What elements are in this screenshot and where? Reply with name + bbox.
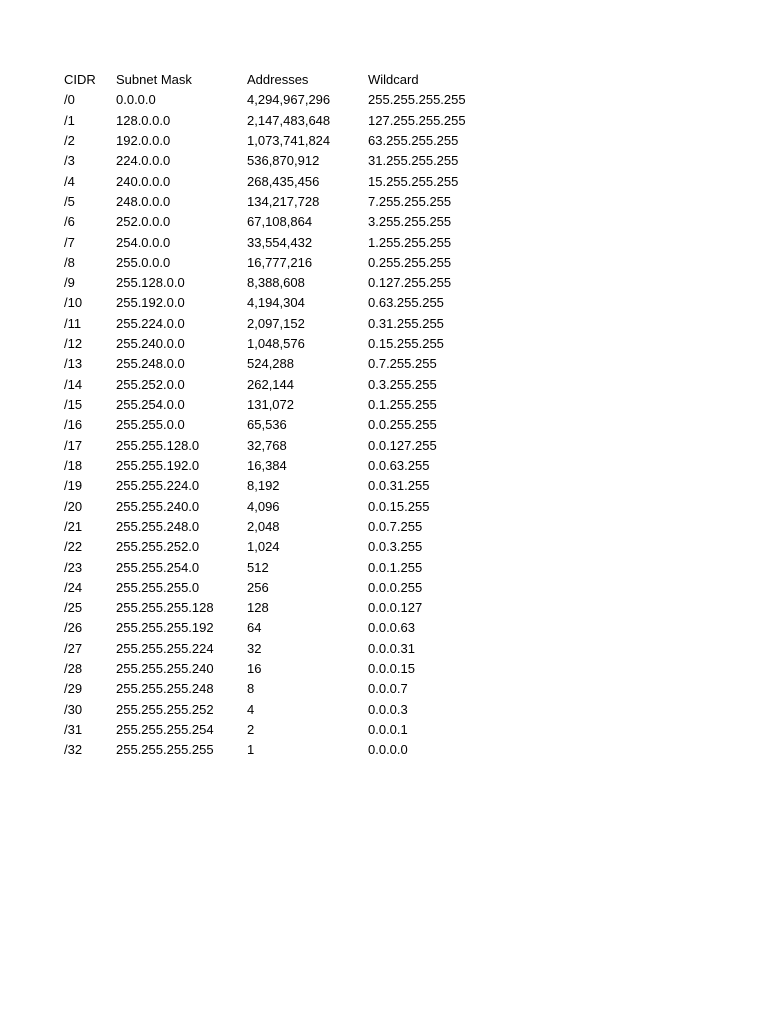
cell-addresses: 1 — [247, 742, 255, 758]
cell-addresses: 4,194,304 — [247, 295, 305, 311]
header-cidr: CIDR — [64, 72, 96, 87]
table-row — [64, 233, 498, 253]
cell-subnet-mask: 255.248.0.0 — [116, 356, 185, 372]
cell-subnet-mask: 255.240.0.0 — [116, 336, 185, 352]
cell-cidr: /10 — [64, 295, 83, 311]
cell-subnet-mask: 255.255.254.0 — [116, 559, 200, 575]
cidr-table — [64, 70, 498, 761]
cell-cidr: /7 — [64, 234, 75, 250]
cell-wildcard: 0.0.0.127 — [368, 600, 423, 616]
table-row — [64, 172, 498, 192]
cell-subnet-mask: 252.0.0.0 — [116, 214, 171, 230]
cell-cidr: /23 — [64, 559, 83, 575]
table-row — [64, 375, 498, 395]
cell-subnet-mask: 255.128.0.0 — [116, 275, 185, 291]
header-row — [64, 70, 498, 90]
cell-cidr: /21 — [64, 518, 83, 534]
cell-wildcard: 0.0.7.255 — [368, 518, 423, 534]
cell-subnet-mask: 248.0.0.0 — [116, 193, 171, 209]
cell-cidr: /9 — [64, 275, 75, 291]
cell-addresses: 16,384 — [247, 457, 287, 473]
cell-addresses: 128 — [247, 600, 269, 616]
cell-subnet-mask: 255.255.224.0 — [116, 478, 200, 494]
cell-cidr: /28 — [64, 661, 83, 677]
cell-subnet-mask: 255.254.0.0 — [116, 397, 185, 412]
cidr-table-sheet — [64, 70, 498, 761]
cell-addresses: 1,073,741,824 — [247, 132, 331, 148]
cell-addresses: 2 — [247, 722, 255, 737]
table-row — [64, 639, 498, 659]
cell-wildcard: 15.255.255.255 — [368, 173, 459, 189]
cell-cidr: /29 — [64, 681, 83, 697]
cell-subnet-mask: 255.224.0.0 — [116, 315, 185, 331]
table-row — [64, 334, 498, 354]
table-row — [64, 354, 498, 374]
cell-addresses: 524,288 — [247, 356, 294, 372]
table-row — [64, 679, 498, 699]
cell-wildcard: 0.0.0.63 — [368, 620, 415, 636]
header-subnet-mask: Subnet Mask — [116, 72, 192, 87]
cell-cidr: /1 — [64, 112, 75, 128]
cell-cidr: /4 — [64, 173, 75, 189]
cell-wildcard: 0.0.0.3 — [368, 701, 408, 717]
cell-addresses: 67,108,864 — [247, 214, 313, 230]
cell-cidr: /20 — [64, 498, 83, 514]
cell-subnet-mask: 255.192.0.0 — [116, 295, 185, 311]
cell-subnet-mask: 224.0.0.0 — [116, 153, 171, 169]
cell-addresses: 65,536 — [247, 417, 287, 433]
cell-cidr: /11 — [64, 315, 82, 331]
table-row — [64, 131, 498, 151]
cell-addresses: 16 — [247, 661, 262, 677]
cell-subnet-mask: 255.255.128.0 — [116, 437, 200, 453]
cell-wildcard: 0.0.0.31 — [368, 640, 415, 656]
cell-cidr: /26 — [64, 620, 83, 636]
table-row — [64, 578, 498, 598]
cell-subnet-mask: 255.255.255.240 — [116, 661, 214, 677]
table-row — [64, 598, 498, 618]
header-addresses: Addresses — [247, 72, 309, 87]
cell-cidr: /5 — [64, 193, 75, 209]
cell-cidr: /3 — [64, 153, 75, 169]
cell-subnet-mask: 128.0.0.0 — [116, 112, 171, 128]
cell-cidr: /32 — [64, 742, 83, 758]
table-row — [64, 111, 498, 131]
table-row — [64, 293, 498, 313]
cell-subnet-mask: 255.255.255.0 — [116, 579, 200, 595]
table-row — [64, 740, 498, 760]
cell-cidr: /15 — [64, 397, 83, 412]
cell-subnet-mask: 192.0.0.0 — [116, 132, 171, 148]
cell-addresses: 4 — [247, 701, 255, 717]
cell-addresses: 1,048,576 — [247, 336, 305, 352]
cell-addresses: 536,870,912 — [247, 153, 320, 169]
cell-wildcard: 0.0.0.255 — [368, 579, 423, 595]
cell-cidr: /24 — [64, 579, 83, 595]
cell-cidr: /16 — [64, 417, 83, 433]
cell-cidr: /30 — [64, 701, 83, 717]
table-row — [64, 497, 498, 517]
table-row — [64, 720, 498, 740]
cell-cidr: /13 — [64, 356, 83, 372]
cell-subnet-mask: 255.255.255.252 — [116, 701, 214, 717]
table-body — [64, 90, 498, 760]
cell-cidr: /25 — [64, 600, 83, 616]
cell-addresses: 262,144 — [247, 376, 294, 392]
cell-wildcard: 255.255.255.255 — [368, 92, 466, 108]
cell-wildcard: 127.255.255.255 — [368, 112, 466, 128]
table-row — [64, 273, 498, 293]
cell-wildcard: 0.0.127.255 — [368, 437, 437, 453]
cell-addresses: 268,435,456 — [247, 173, 320, 189]
cell-wildcard: 0.0.255.255 — [368, 417, 437, 433]
cell-wildcard: 0.15.255.255 — [368, 336, 444, 352]
cell-subnet-mask: 255.255.248.0 — [116, 518, 200, 534]
cell-wildcard: 0.255.255.255 — [368, 254, 452, 270]
cell-subnet-mask: 255.255.255.248 — [116, 681, 214, 697]
table-row — [64, 192, 498, 212]
cell-addresses: 256 — [247, 579, 269, 595]
cell-subnet-mask: 255.255.255.255 — [116, 742, 214, 758]
cell-subnet-mask: 255.255.0.0 — [116, 417, 185, 433]
cell-wildcard: 0.127.255.255 — [368, 275, 452, 291]
cell-addresses: 1,024 — [247, 539, 280, 555]
cell-cidr: /14 — [64, 376, 83, 392]
cell-wildcard: 0.0.3.255 — [368, 539, 423, 555]
cell-subnet-mask: 255.252.0.0 — [116, 376, 185, 392]
cell-subnet-mask: 255.255.255.224 — [116, 640, 214, 656]
cell-addresses: 64 — [247, 620, 262, 636]
cell-addresses: 4,096 — [247, 498, 280, 514]
cell-wildcard: 0.0.0.1 — [368, 722, 408, 737]
cell-addresses: 16,777,216 — [247, 254, 313, 270]
cell-subnet-mask: 255.255.192.0 — [116, 457, 200, 473]
cell-wildcard: 0.0.0.7 — [368, 681, 408, 697]
cell-addresses: 8,388,608 — [247, 275, 305, 291]
table-row — [64, 212, 498, 232]
table-row — [64, 415, 498, 435]
cell-subnet-mask: 254.0.0.0 — [116, 234, 171, 250]
cell-subnet-mask: 255.255.255.254 — [116, 722, 214, 737]
cell-addresses: 33,554,432 — [247, 234, 313, 250]
cell-subnet-mask: 255.255.255.128 — [116, 600, 214, 616]
cell-addresses: 131,072 — [247, 397, 294, 412]
cell-wildcard: 31.255.255.255 — [368, 153, 459, 169]
cell-wildcard: 63.255.255.255 — [368, 132, 459, 148]
cell-wildcard: 0.0.31.255 — [368, 478, 430, 494]
cell-cidr: /19 — [64, 478, 83, 494]
cell-subnet-mask: 255.255.252.0 — [116, 539, 200, 555]
cell-wildcard: 7.255.255.255 — [368, 193, 452, 209]
table-row — [64, 314, 498, 334]
cell-wildcard: 0.0.0.0 — [368, 742, 408, 758]
cell-wildcard: 0.0.15.255 — [368, 498, 430, 514]
cell-subnet-mask: 240.0.0.0 — [116, 173, 171, 189]
cell-addresses: 8,192 — [247, 478, 280, 494]
cell-wildcard: 0.3.255.255 — [368, 376, 437, 392]
table-row — [64, 618, 498, 638]
table-row — [64, 253, 498, 273]
cell-cidr: /31 — [64, 722, 83, 737]
cell-subnet-mask: 255.255.240.0 — [116, 498, 200, 514]
cell-addresses: 2,048 — [247, 518, 280, 534]
cell-addresses: 512 — [247, 559, 269, 575]
cell-subnet-mask: 0.0.0.0 — [116, 92, 156, 108]
cell-wildcard: 0.63.255.255 — [368, 295, 444, 311]
cell-wildcard: 0.1.255.255 — [368, 397, 437, 412]
cell-cidr: /22 — [64, 539, 83, 555]
cell-subnet-mask: 255.255.255.192 — [116, 620, 214, 636]
cell-cidr: /17 — [64, 437, 83, 453]
cell-addresses: 4,294,967,296 — [247, 92, 331, 108]
cell-cidr: /27 — [64, 640, 83, 656]
cell-addresses: 8 — [247, 681, 255, 697]
cell-wildcard: 3.255.255.255 — [368, 214, 452, 230]
table-row — [64, 90, 498, 110]
cell-addresses: 134,217,728 — [247, 193, 320, 209]
cell-addresses: 32 — [247, 640, 262, 656]
table-row — [64, 476, 498, 496]
header-wildcard: Wildcard — [368, 72, 419, 87]
cell-cidr: /18 — [64, 457, 83, 473]
cell-cidr: /2 — [64, 132, 75, 148]
table-row — [64, 659, 498, 679]
cell-addresses: 2,097,152 — [247, 315, 305, 331]
cell-wildcard: 0.0.1.255 — [368, 559, 423, 575]
cell-addresses: 32,768 — [247, 437, 287, 453]
table-row — [64, 395, 498, 415]
cell-wildcard: 0.0.63.255 — [368, 457, 430, 473]
table-row — [64, 456, 498, 476]
cell-wildcard: 0.7.255.255 — [368, 356, 437, 372]
table-row — [64, 151, 498, 171]
cell-cidr: /12 — [64, 336, 83, 352]
table-row — [64, 537, 498, 557]
cell-wildcard: 1.255.255.255 — [368, 234, 452, 250]
cell-cidr: /6 — [64, 214, 75, 230]
cell-addresses: 2,147,483,648 — [247, 112, 331, 128]
cell-wildcard: 0.31.255.255 — [368, 315, 444, 331]
table-row — [64, 558, 498, 578]
table-row — [64, 700, 498, 720]
cell-cidr: /8 — [64, 254, 75, 270]
table-row — [64, 436, 498, 456]
cell-cidr: /0 — [64, 92, 75, 108]
cell-wildcard: 0.0.0.15 — [368, 661, 415, 677]
cell-subnet-mask: 255.0.0.0 — [116, 254, 171, 270]
table-row — [64, 517, 498, 537]
